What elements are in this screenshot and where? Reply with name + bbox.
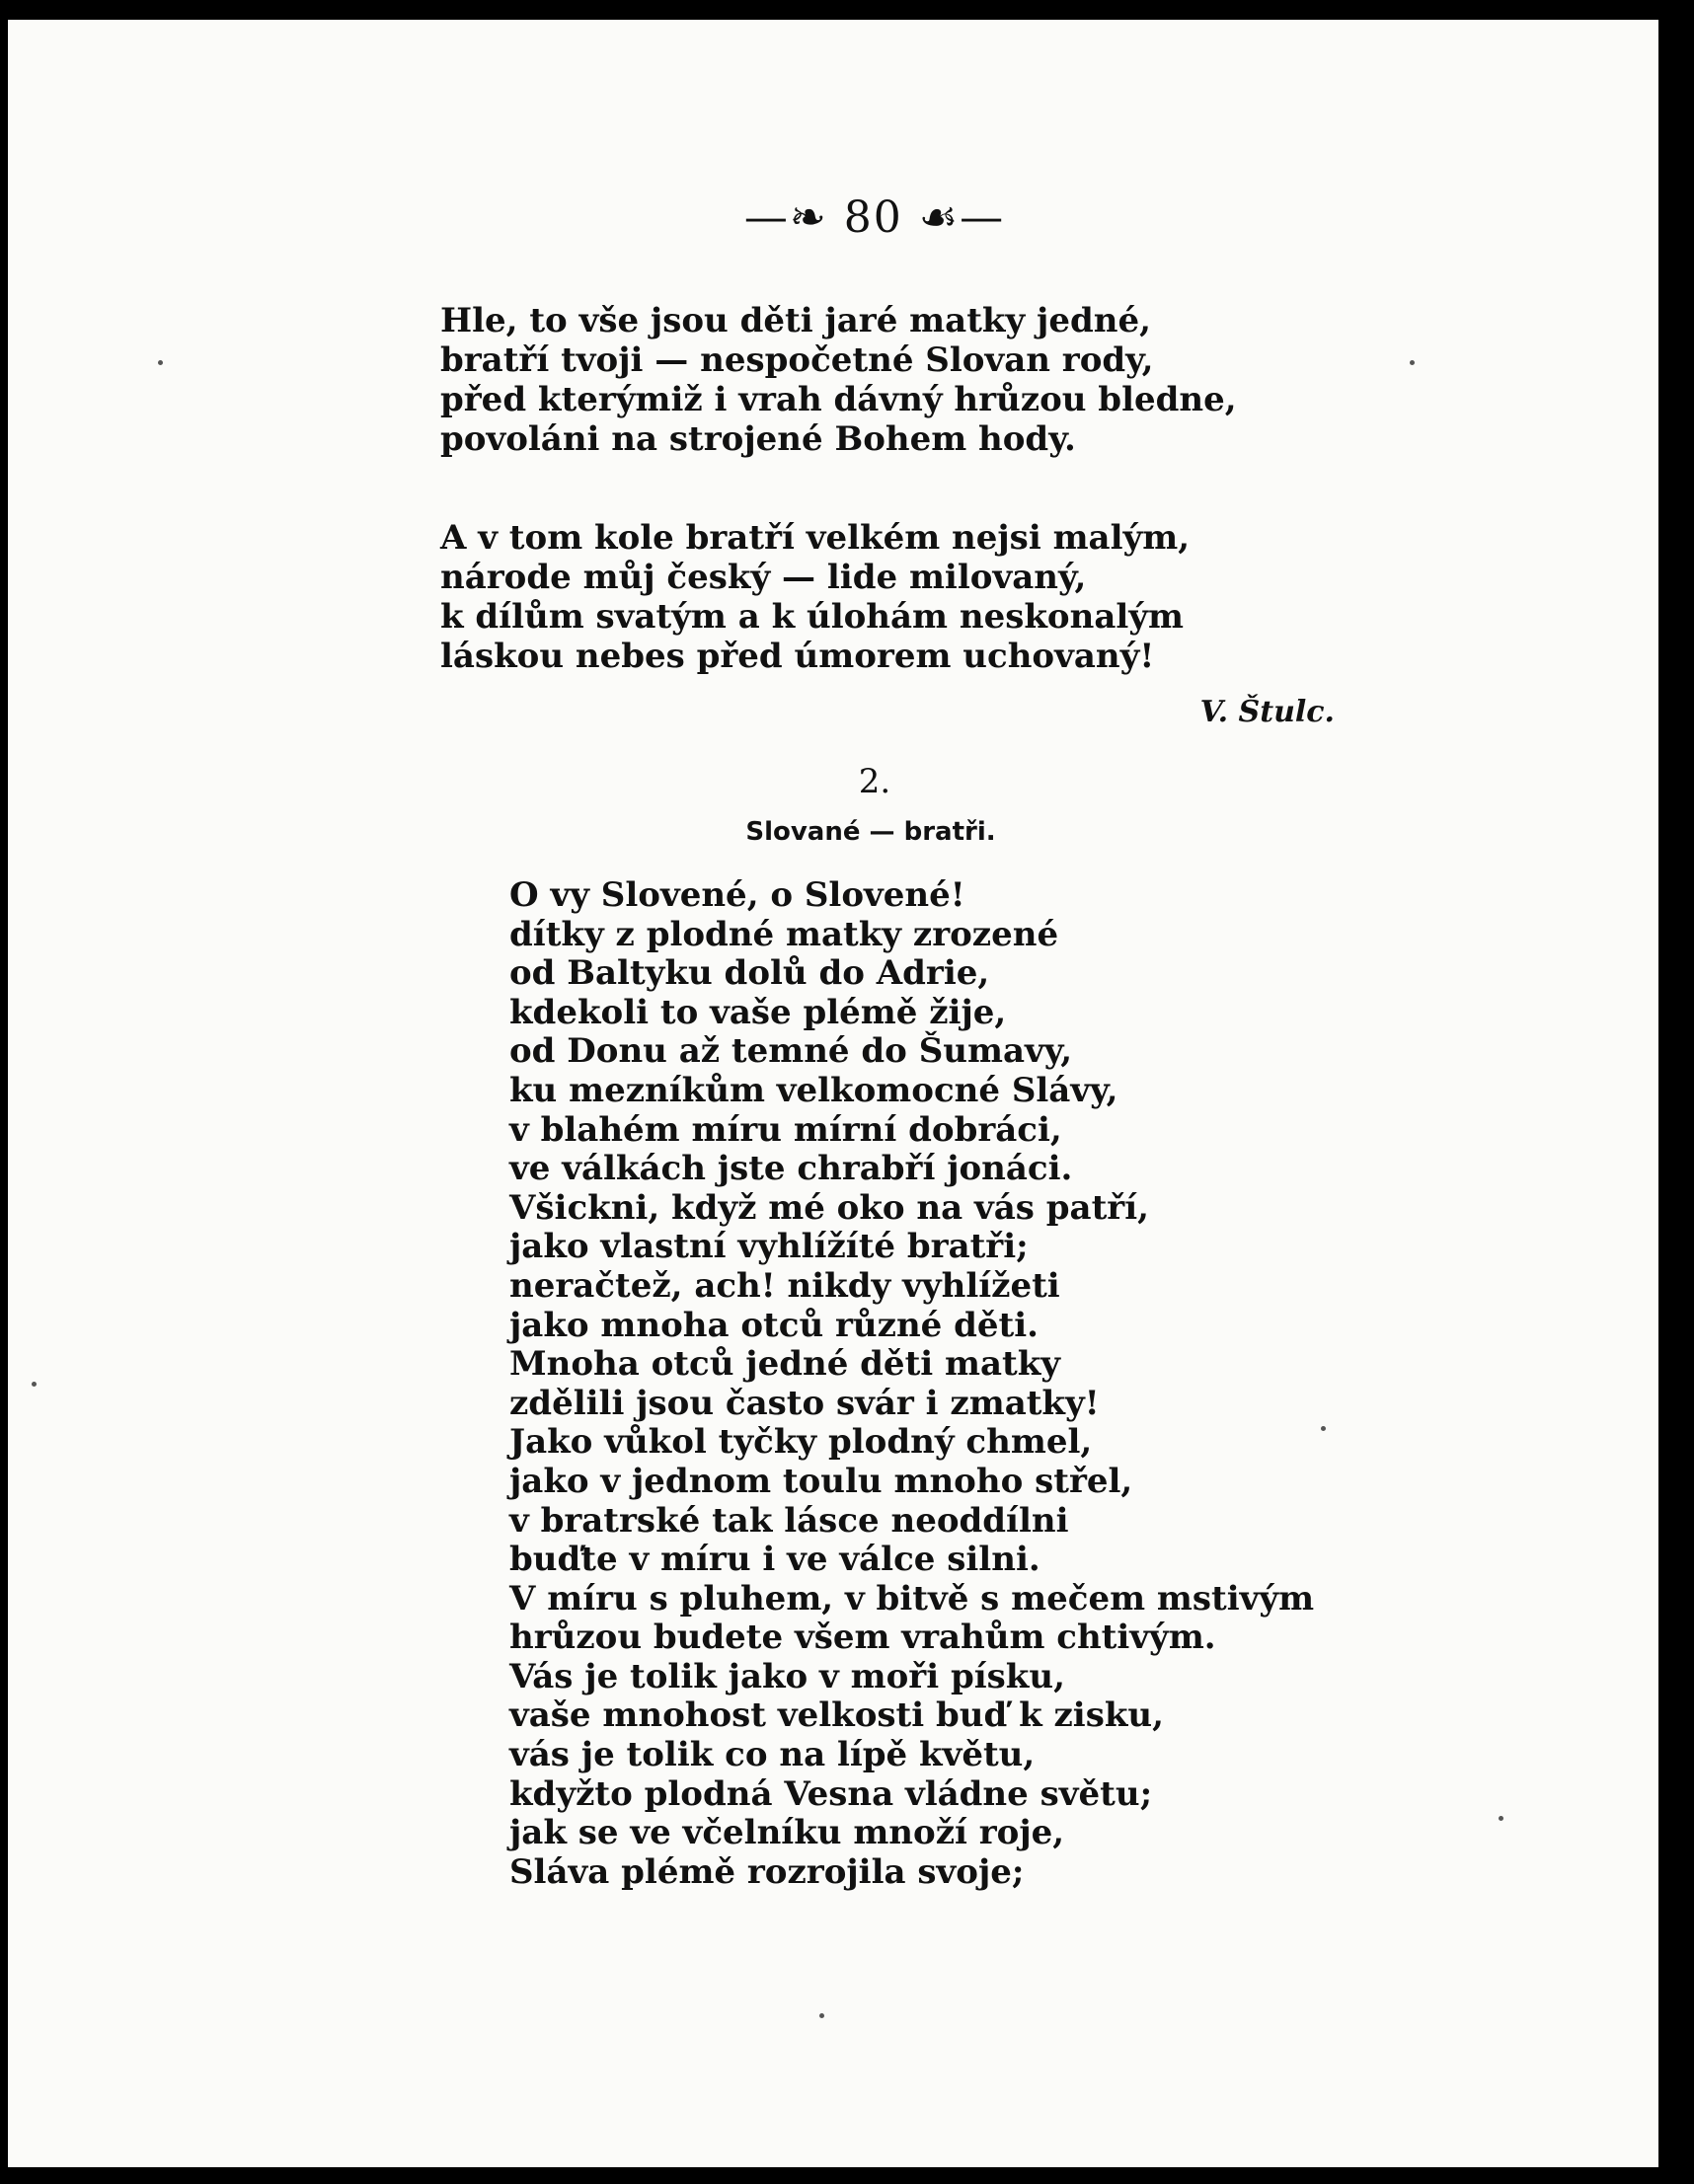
book-page xyxy=(8,20,1658,2167)
stanza-line: k dílům svatým a k úlohám neskonalým xyxy=(440,597,1184,637)
poem-line: ve válkách jste chrabří jonáci. xyxy=(509,1149,1073,1189)
stanza-line: Hle, to vše jsou děti jaré matky jedné, xyxy=(440,301,1151,340)
paper-speck xyxy=(1321,1426,1326,1431)
stanza-line: národe můj český — lide milovaný, xyxy=(440,558,1087,597)
poem-line: O vy Slovené, o Slovené! xyxy=(509,875,965,915)
poem-line: vaše mnohost velkosti buď k zisku, xyxy=(509,1695,1164,1736)
poem-line: hrůzou budete všem vrahům chtivým. xyxy=(509,1618,1216,1658)
poem-line: dítky z plodné matky zrozené xyxy=(509,914,1059,954)
poem-body xyxy=(509,876,1314,1892)
poem-line: vás je tolik co na lípě květu, xyxy=(509,1735,1036,1775)
poem-line: v bratrské tak lásce neoddílni xyxy=(509,1500,1069,1541)
poem-line: V míru s pluhem, v bitvě s mečem mstivým xyxy=(509,1578,1315,1619)
poem-line: kdekoli to vaše plémě žije, xyxy=(509,992,1007,1032)
stanza-line: láskou nebes před úmorem uchovaný! xyxy=(440,637,1155,676)
poem-line: jak se ve včelníku množí roje, xyxy=(509,1813,1065,1853)
paper-speck xyxy=(32,1382,37,1387)
poem-line: neračtež, ach! nikdy vyhlížeti xyxy=(509,1265,1060,1306)
stanza-2 xyxy=(440,518,1190,676)
stanza-line: A v tom kole bratří velkém nejsi malým, xyxy=(440,518,1191,558)
poem-title: Slované — bratři. xyxy=(745,817,996,847)
stanza-line: před kterýmiž i vrah dávný hrůzou bledne, xyxy=(440,380,1237,419)
poem-line: ku mezníkům velkomocné Slávy, xyxy=(509,1070,1118,1110)
poem-line: buďte v míru i ve válce silni. xyxy=(509,1540,1040,1580)
poem-line: od Donu až temné do Šumavy, xyxy=(509,1031,1073,1072)
paper-speck xyxy=(1499,1816,1503,1821)
poem-line: Sláva plémě rozrojila svoje; xyxy=(509,1851,1025,1892)
stanza-line: bratří tvoji — nespočetné Slovan rody, xyxy=(440,340,1154,380)
poem-line: jako vlastní vyhlížíté bratři; xyxy=(509,1227,1029,1267)
stanza-1 xyxy=(440,301,1237,459)
poem-line: jako mnoha otců různé děti. xyxy=(509,1305,1039,1345)
poem-line: zdělili jsou často svár i zmatky! xyxy=(509,1383,1100,1423)
poem-line: Mnoha otců jedné děti matky xyxy=(509,1344,1061,1385)
poem-line: jako v jednom toulu mnoho střel, xyxy=(509,1461,1133,1501)
poem-line: v blahém míru mírní dobráci, xyxy=(509,1109,1062,1150)
poem-line: Vás je tolik jako v moři písku, xyxy=(509,1656,1065,1696)
poem-line: Všickni, když mé oko na vás patří, xyxy=(509,1187,1149,1228)
stanza-line: povoláni na strojené Bohem hody. xyxy=(440,419,1076,459)
poem-line: Jako vůkol tyčky plodný chmel, xyxy=(509,1422,1093,1463)
paper-speck xyxy=(819,2013,824,2018)
poem-line: kdyžto plodná Vesna vládne světu; xyxy=(509,1773,1153,1814)
author-signature: V. Štulc. xyxy=(1199,695,1335,729)
paper-speck xyxy=(158,360,163,365)
paper-speck xyxy=(1410,360,1415,365)
poem-line: od Baltyku dolů do Adrie, xyxy=(509,953,990,994)
poem-number: 2. xyxy=(858,762,891,801)
page-number: —❧ 80 ☙— xyxy=(743,192,1006,243)
